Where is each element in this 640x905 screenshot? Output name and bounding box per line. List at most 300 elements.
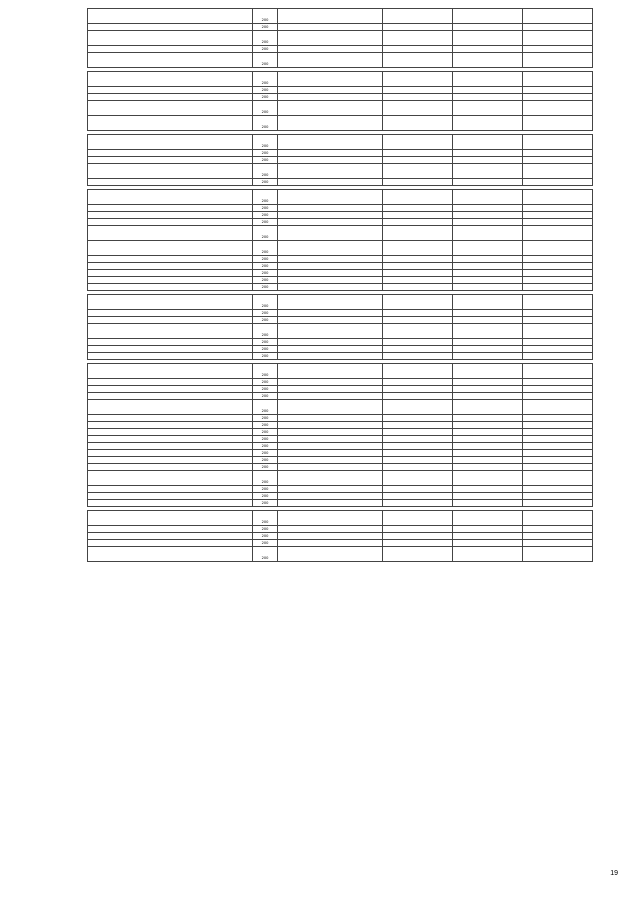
row-planned-amount <box>383 443 453 450</box>
row-executed-amount <box>453 364 523 379</box>
row-classification-code <box>278 364 383 379</box>
table-row <box>88 540 593 547</box>
row-executed-amount <box>453 386 523 393</box>
row-remaining-amount <box>523 379 593 386</box>
row-planned-amount <box>383 277 453 284</box>
row-executed-amount <box>453 53 523 68</box>
table-row <box>88 436 593 443</box>
row-executed-amount <box>453 493 523 500</box>
row-remaining-amount <box>523 547 593 562</box>
row-executed-amount <box>453 205 523 212</box>
row-classification-code <box>278 179 383 186</box>
row-classification-code <box>278 9 383 24</box>
table-row <box>88 9 593 24</box>
row-planned-amount <box>383 400 453 415</box>
row-remaining-amount <box>523 415 593 422</box>
row-code: 200 <box>253 212 278 219</box>
table-row <box>88 135 593 150</box>
row-remaining-amount <box>523 72 593 87</box>
row-classification-code <box>278 526 383 533</box>
row-executed-amount <box>453 31 523 46</box>
row-code: 200 <box>253 53 278 68</box>
row-remaining-amount <box>523 101 593 116</box>
table-row <box>88 150 593 157</box>
table-row <box>88 24 593 31</box>
table-row <box>88 422 593 429</box>
row-code: 200 <box>253 526 278 533</box>
row-name <box>88 324 253 339</box>
row-executed-amount <box>453 310 523 317</box>
row-remaining-amount <box>523 46 593 53</box>
row-planned-amount <box>383 500 453 507</box>
row-planned-amount <box>383 87 453 94</box>
row-classification-code <box>278 393 383 400</box>
row-code: 200 <box>253 415 278 422</box>
row-classification-code <box>278 443 383 450</box>
row-planned-amount <box>383 284 453 291</box>
row-classification-code <box>278 226 383 241</box>
row-name <box>88 386 253 393</box>
table-body <box>88 9 593 562</box>
row-name <box>88 540 253 547</box>
row-classification-code <box>278 164 383 179</box>
row-planned-amount <box>383 450 453 457</box>
row-classification-code <box>278 310 383 317</box>
row-code: 200 <box>253 353 278 360</box>
row-executed-amount <box>453 295 523 310</box>
row-code: 200 <box>253 190 278 205</box>
row-name <box>88 429 253 436</box>
table-row <box>88 310 593 317</box>
row-classification-code <box>278 317 383 324</box>
row-code: 200 <box>253 263 278 270</box>
row-name <box>88 150 253 157</box>
row-executed-amount <box>453 429 523 436</box>
row-name <box>88 471 253 486</box>
row-executed-amount <box>453 94 523 101</box>
row-executed-amount <box>453 486 523 493</box>
row-remaining-amount <box>523 87 593 94</box>
row-code: 200 <box>253 364 278 379</box>
row-code: 200 <box>253 511 278 526</box>
row-name <box>88 190 253 205</box>
row-planned-amount <box>383 526 453 533</box>
row-planned-amount <box>383 24 453 31</box>
row-code: 200 <box>253 94 278 101</box>
row-name <box>88 500 253 507</box>
row-remaining-amount <box>523 116 593 131</box>
row-code: 200 <box>253 101 278 116</box>
row-executed-amount <box>453 179 523 186</box>
row-planned-amount <box>383 9 453 24</box>
row-remaining-amount <box>523 486 593 493</box>
row-executed-amount <box>453 212 523 219</box>
row-executed-amount <box>453 101 523 116</box>
row-name <box>88 533 253 540</box>
row-code: 200 <box>253 179 278 186</box>
row-planned-amount <box>383 422 453 429</box>
row-remaining-amount <box>523 346 593 353</box>
row-planned-amount <box>383 212 453 219</box>
row-executed-amount <box>453 219 523 226</box>
row-executed-amount <box>453 164 523 179</box>
table-row <box>88 324 593 339</box>
row-executed-amount <box>453 436 523 443</box>
row-planned-amount <box>383 190 453 205</box>
row-name <box>88 277 253 284</box>
row-classification-code <box>278 135 383 150</box>
row-remaining-amount <box>523 386 593 393</box>
row-code: 200 <box>253 422 278 429</box>
row-name <box>88 317 253 324</box>
row-code: 200 <box>253 317 278 324</box>
row-planned-amount <box>383 310 453 317</box>
row-code: 200 <box>253 346 278 353</box>
row-remaining-amount <box>523 31 593 46</box>
row-code: 200 <box>253 471 278 486</box>
row-name <box>88 526 253 533</box>
row-name <box>88 422 253 429</box>
row-remaining-amount <box>523 443 593 450</box>
row-name <box>88 87 253 94</box>
row-classification-code <box>278 295 383 310</box>
table-row <box>88 364 593 379</box>
table-row <box>88 190 593 205</box>
row-executed-amount <box>453 284 523 291</box>
row-planned-amount <box>383 457 453 464</box>
row-executed-amount <box>453 443 523 450</box>
table-row <box>88 94 593 101</box>
row-name <box>88 72 253 87</box>
row-executed-amount <box>453 24 523 31</box>
table-row <box>88 443 593 450</box>
table-row <box>88 493 593 500</box>
row-classification-code <box>278 157 383 164</box>
row-code: 200 <box>253 393 278 400</box>
row-remaining-amount <box>523 493 593 500</box>
row-name <box>88 270 253 277</box>
table-row <box>88 471 593 486</box>
row-classification-code <box>278 205 383 212</box>
row-executed-amount <box>453 256 523 263</box>
row-name <box>88 46 253 53</box>
table-row <box>88 526 593 533</box>
row-classification-code <box>278 150 383 157</box>
table-row <box>88 379 593 386</box>
table-row <box>88 226 593 241</box>
row-code: 200 <box>253 533 278 540</box>
row-remaining-amount <box>523 471 593 486</box>
table-row <box>88 157 593 164</box>
table-row <box>88 101 593 116</box>
row-name <box>88 9 253 24</box>
row-executed-amount <box>453 324 523 339</box>
row-classification-code <box>278 277 383 284</box>
row-executed-amount <box>453 346 523 353</box>
row-remaining-amount <box>523 94 593 101</box>
table-row <box>88 205 593 212</box>
row-remaining-amount <box>523 190 593 205</box>
row-remaining-amount <box>523 364 593 379</box>
row-classification-code <box>278 72 383 87</box>
row-planned-amount <box>383 393 453 400</box>
table-row <box>88 116 593 131</box>
row-classification-code <box>278 471 383 486</box>
table-row <box>88 219 593 226</box>
row-remaining-amount <box>523 324 593 339</box>
row-planned-amount <box>383 94 453 101</box>
row-code: 200 <box>253 500 278 507</box>
row-planned-amount <box>383 295 453 310</box>
row-executed-amount <box>453 353 523 360</box>
row-planned-amount <box>383 150 453 157</box>
table-row <box>88 464 593 471</box>
row-remaining-amount <box>523 164 593 179</box>
row-planned-amount <box>383 226 453 241</box>
row-executed-amount <box>453 540 523 547</box>
page-number: 19 <box>610 870 618 877</box>
table-row <box>88 533 593 540</box>
row-name <box>88 547 253 562</box>
table-row <box>88 353 593 360</box>
row-executed-amount <box>453 270 523 277</box>
row-executed-amount <box>453 500 523 507</box>
row-classification-code <box>278 422 383 429</box>
row-remaining-amount <box>523 429 593 436</box>
row-planned-amount <box>383 46 453 53</box>
row-remaining-amount <box>523 500 593 507</box>
row-name <box>88 457 253 464</box>
row-planned-amount <box>383 164 453 179</box>
row-name <box>88 353 253 360</box>
table-row <box>88 500 593 507</box>
row-name <box>88 53 253 68</box>
row-planned-amount <box>383 464 453 471</box>
row-remaining-amount <box>523 284 593 291</box>
row-executed-amount <box>453 72 523 87</box>
row-remaining-amount <box>523 464 593 471</box>
row-code: 200 <box>253 436 278 443</box>
row-classification-code <box>278 256 383 263</box>
row-classification-code <box>278 53 383 68</box>
row-code: 200 <box>253 443 278 450</box>
row-executed-amount <box>453 393 523 400</box>
row-code: 200 <box>253 379 278 386</box>
row-remaining-amount <box>523 150 593 157</box>
row-classification-code <box>278 450 383 457</box>
row-classification-code <box>278 464 383 471</box>
row-planned-amount <box>383 486 453 493</box>
row-planned-amount <box>383 157 453 164</box>
row-executed-amount <box>453 511 523 526</box>
table-row <box>88 429 593 436</box>
row-code: 200 <box>253 386 278 393</box>
row-code: 200 <box>253 150 278 157</box>
row-code: 200 <box>253 464 278 471</box>
table-row <box>88 241 593 256</box>
row-executed-amount <box>453 533 523 540</box>
table-row <box>88 511 593 526</box>
budget-execution-table <box>87 8 593 562</box>
row-classification-code <box>278 241 383 256</box>
row-classification-code <box>278 457 383 464</box>
row-name <box>88 219 253 226</box>
row-planned-amount <box>383 346 453 353</box>
row-name <box>88 212 253 219</box>
row-name <box>88 94 253 101</box>
row-name <box>88 415 253 422</box>
table-row <box>88 386 593 393</box>
row-name <box>88 284 253 291</box>
row-remaining-amount <box>523 339 593 346</box>
row-planned-amount <box>383 116 453 131</box>
table-row <box>88 486 593 493</box>
row-planned-amount <box>383 493 453 500</box>
row-classification-code <box>278 263 383 270</box>
row-remaining-amount <box>523 422 593 429</box>
row-remaining-amount <box>523 205 593 212</box>
row-remaining-amount <box>523 457 593 464</box>
row-classification-code <box>278 190 383 205</box>
row-name <box>88 31 253 46</box>
row-remaining-amount <box>523 53 593 68</box>
row-remaining-amount <box>523 9 593 24</box>
row-name <box>88 164 253 179</box>
row-code: 200 <box>253 219 278 226</box>
row-name <box>88 101 253 116</box>
row-code: 200 <box>253 226 278 241</box>
row-classification-code <box>278 46 383 53</box>
row-executed-amount <box>453 450 523 457</box>
row-executed-amount <box>453 339 523 346</box>
row-remaining-amount <box>523 135 593 150</box>
row-executed-amount <box>453 317 523 324</box>
row-remaining-amount <box>523 295 593 310</box>
table-row <box>88 87 593 94</box>
row-name <box>88 339 253 346</box>
table-row <box>88 284 593 291</box>
row-classification-code <box>278 87 383 94</box>
row-classification-code <box>278 346 383 353</box>
row-classification-code <box>278 284 383 291</box>
row-planned-amount <box>383 429 453 436</box>
table-row <box>88 317 593 324</box>
row-code: 200 <box>253 72 278 87</box>
table-row <box>88 457 593 464</box>
row-code: 200 <box>253 164 278 179</box>
row-classification-code <box>278 415 383 422</box>
row-planned-amount <box>383 353 453 360</box>
row-classification-code <box>278 270 383 277</box>
row-name <box>88 157 253 164</box>
table-row <box>88 270 593 277</box>
row-planned-amount <box>383 219 453 226</box>
row-remaining-amount <box>523 393 593 400</box>
row-executed-amount <box>453 116 523 131</box>
row-planned-amount <box>383 101 453 116</box>
row-name <box>88 486 253 493</box>
row-executed-amount <box>453 457 523 464</box>
row-planned-amount <box>383 256 453 263</box>
row-name <box>88 295 253 310</box>
row-code: 200 <box>253 241 278 256</box>
row-remaining-amount <box>523 533 593 540</box>
row-planned-amount <box>383 436 453 443</box>
table-row <box>88 339 593 346</box>
row-name <box>88 241 253 256</box>
row-planned-amount <box>383 364 453 379</box>
row-name <box>88 205 253 212</box>
row-code: 200 <box>253 486 278 493</box>
row-classification-code <box>278 24 383 31</box>
row-executed-amount <box>453 464 523 471</box>
table-row <box>88 53 593 68</box>
row-code: 200 <box>253 205 278 212</box>
row-code: 200 <box>253 295 278 310</box>
row-remaining-amount <box>523 219 593 226</box>
row-code: 200 <box>253 457 278 464</box>
row-name <box>88 24 253 31</box>
table-row <box>88 400 593 415</box>
row-remaining-amount <box>523 270 593 277</box>
row-remaining-amount <box>523 400 593 415</box>
row-code: 200 <box>253 277 278 284</box>
row-classification-code <box>278 533 383 540</box>
row-classification-code <box>278 379 383 386</box>
row-code: 200 <box>253 31 278 46</box>
table-row <box>88 212 593 219</box>
row-classification-code <box>278 219 383 226</box>
row-executed-amount <box>453 415 523 422</box>
row-code: 200 <box>253 540 278 547</box>
row-executed-amount <box>453 241 523 256</box>
row-classification-code <box>278 547 383 562</box>
row-executed-amount <box>453 547 523 562</box>
row-name <box>88 263 253 270</box>
row-remaining-amount <box>523 540 593 547</box>
row-remaining-amount <box>523 212 593 219</box>
row-planned-amount <box>383 379 453 386</box>
row-executed-amount <box>453 157 523 164</box>
row-planned-amount <box>383 386 453 393</box>
row-executed-amount <box>453 190 523 205</box>
row-code: 200 <box>253 429 278 436</box>
row-classification-code <box>278 436 383 443</box>
row-name <box>88 346 253 353</box>
row-planned-amount <box>383 31 453 46</box>
row-planned-amount <box>383 270 453 277</box>
table-row <box>88 72 593 87</box>
row-planned-amount <box>383 415 453 422</box>
row-code: 200 <box>253 135 278 150</box>
row-planned-amount <box>383 547 453 562</box>
row-executed-amount <box>453 263 523 270</box>
row-classification-code <box>278 101 383 116</box>
table-row <box>88 295 593 310</box>
row-classification-code <box>278 94 383 101</box>
row-classification-code <box>278 429 383 436</box>
row-executed-amount <box>453 526 523 533</box>
row-planned-amount <box>383 471 453 486</box>
row-remaining-amount <box>523 310 593 317</box>
row-planned-amount <box>383 53 453 68</box>
row-name <box>88 511 253 526</box>
row-classification-code <box>278 386 383 393</box>
row-code: 200 <box>253 310 278 317</box>
row-name <box>88 436 253 443</box>
row-executed-amount <box>453 135 523 150</box>
row-remaining-amount <box>523 179 593 186</box>
